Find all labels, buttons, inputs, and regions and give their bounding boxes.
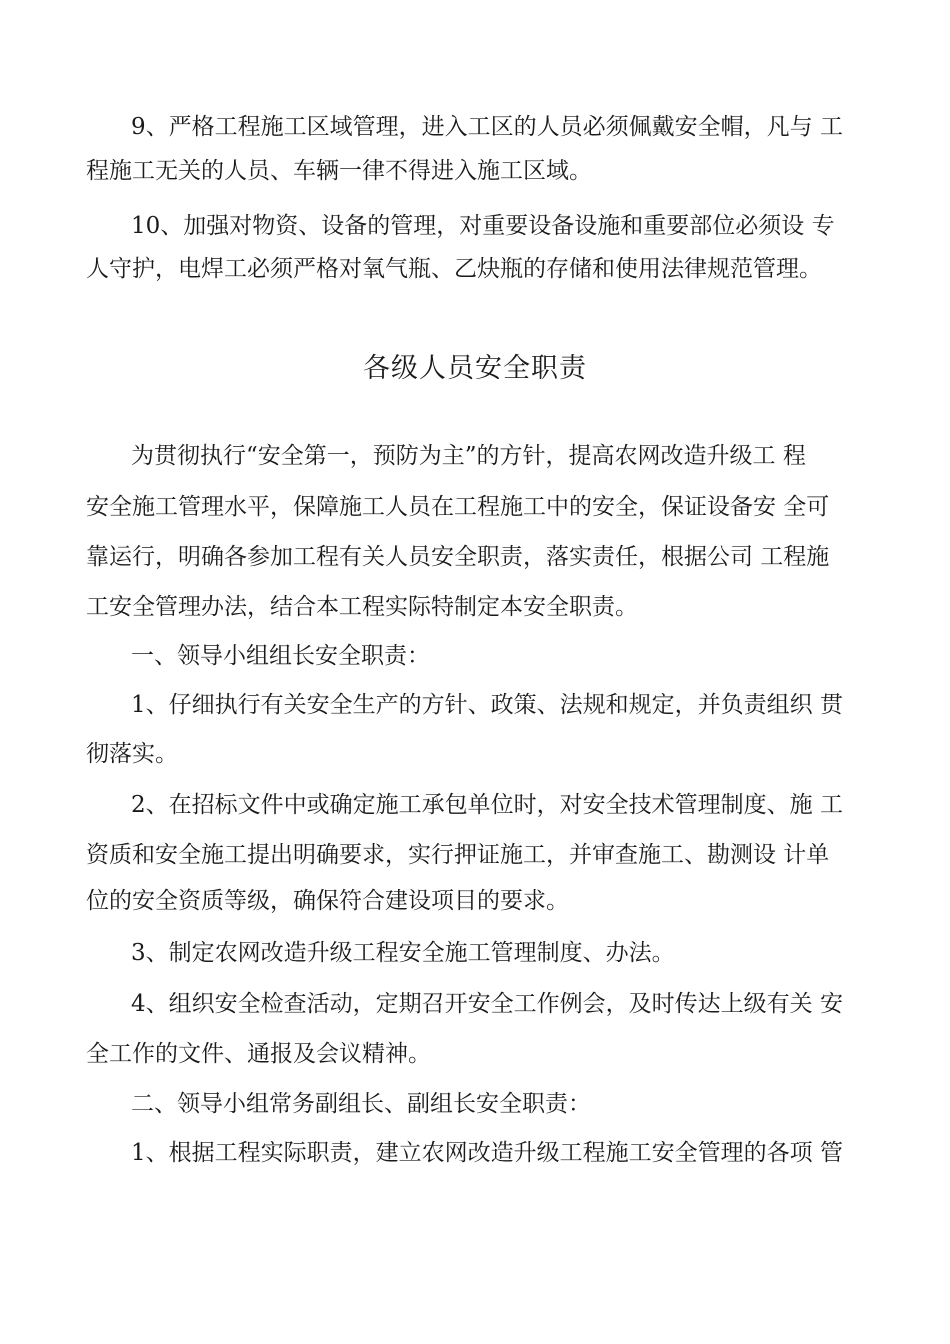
- paragraph-line: 彻落实。: [86, 741, 178, 767]
- paragraph-line: 1、仔细执行有关安全生产的方针、政策、法规和规定，并负责组织 贯: [131, 692, 843, 718]
- paragraph-line: 3、制定农网改造升级工程安全施工管理制度、办法。: [131, 940, 675, 966]
- paragraph-line: 为贯彻执行“安全第一，预防为主”的方针，提高农网改造升级工 程: [131, 443, 806, 469]
- section-heading: 二、领导小组常务副组长、副组长安全职责：: [131, 1091, 591, 1117]
- paragraph-line: 4、组织安全检查活动，定期召开安全工作例会，及时传达上级有关 安: [131, 991, 843, 1017]
- paragraph-line: 10、加强对物资、设备的管理，对重要设备设施和重要部位必须设 专: [131, 213, 835, 239]
- paragraph-line: 资质和安全施工提出明确要求，实行押证施工，并审查施工、勘测设 计单: [86, 842, 830, 868]
- paragraph-line: 9、严格工程施工区域管理，进入工区的人员必须佩戴安全帽，凡与 工: [131, 114, 843, 140]
- paragraph-line: 程施工无关的人员、车辆一律不得进入施工区域。: [86, 158, 592, 184]
- paragraph-line: 工安全管理办法，结合本工程实际特制定本安全职责。: [86, 594, 638, 620]
- paragraph-line: 安全施工管理水平，保障施工人员在工程施工中的安全，保证设备安 全可: [86, 494, 830, 520]
- paragraph-line: 靠运行，明确各参加工程有关人员安全职责，落实责任，根据公司 工程施: [86, 544, 830, 570]
- section-title: 各级人员安全职责: [363, 353, 587, 384]
- paragraph-line: 人守护，电焊工必须严格对氧气瓶、乙炔瓶的存储和使用法律规范管理。: [86, 256, 822, 282]
- paragraph-line: 1、根据工程实际职责，建立农网改造升级工程施工安全管理的各项 管: [131, 1140, 843, 1166]
- paragraph-line: 2、在招标文件中或确定施工承包单位时，对安全技术管理制度、施 工: [131, 792, 843, 818]
- section-heading: 一、领导小组组长安全职责：: [131, 643, 430, 669]
- paragraph-line: 位的安全资质等级，确保符合建设项目的要求。: [86, 888, 569, 914]
- paragraph-line: 全工作的文件、通报及会议精神。: [86, 1041, 431, 1067]
